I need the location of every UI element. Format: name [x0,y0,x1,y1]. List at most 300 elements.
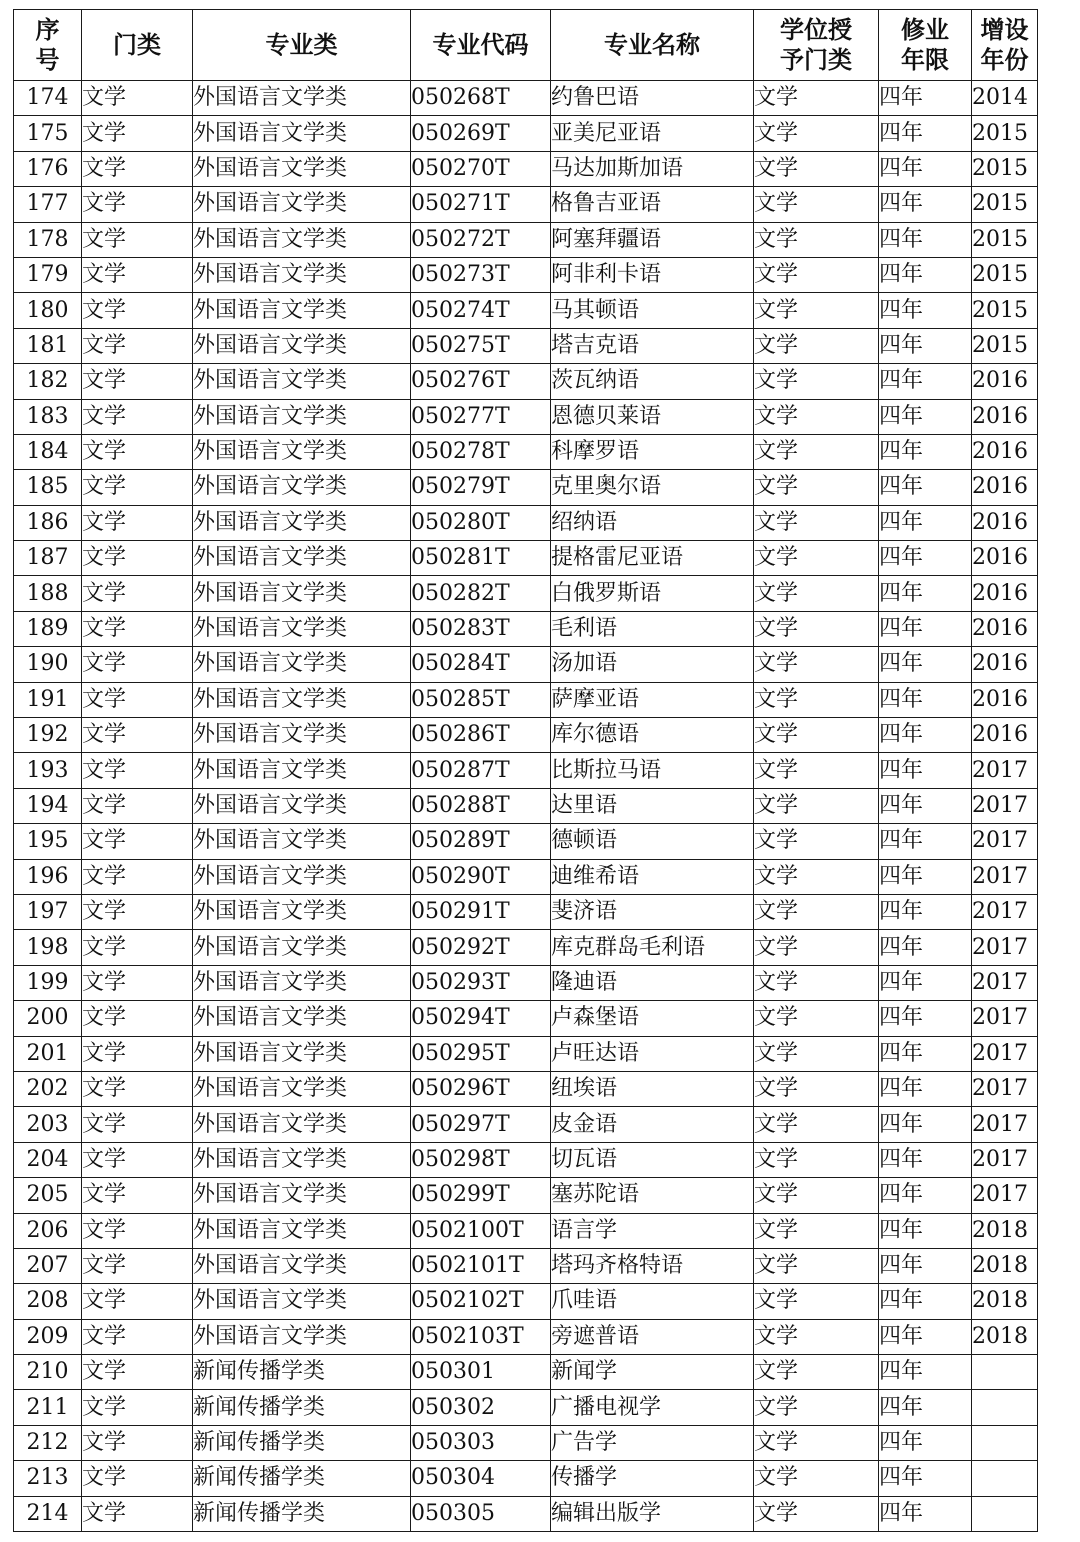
cell-major-class: 外国语言文学类 [193,151,411,186]
cell-major-class: 外国语言文学类 [193,1284,411,1319]
cell-category: 文学 [82,151,193,186]
table-row [14,1355,1038,1390]
cell-degree: 文学 [754,824,879,859]
cell-major-name: 茨瓦纳语 [551,364,754,399]
cell-major-class: 外国语言文学类 [193,116,411,151]
cell-major-code: 050274T [411,293,551,328]
cell-major-class: 外国语言文学类 [193,1248,411,1283]
cell-degree: 文学 [754,859,879,894]
cell-added-year: 2018 [972,1284,1038,1319]
cell-major-name: 格鲁吉亚语 [551,187,754,222]
table-row [14,930,1038,965]
cell-category: 文学 [82,1107,193,1142]
cell-added-year: 2017 [972,965,1038,1000]
cell-degree: 文学 [754,894,879,929]
cell-added-year [972,1390,1038,1425]
cell-major-code: 050288T [411,788,551,823]
cell-category: 文学 [82,541,193,576]
cell-major-class: 外国语言文学类 [193,930,411,965]
cell-degree: 文学 [754,1178,879,1213]
cell-major-name: 恩德贝莱语 [551,399,754,434]
cell-major-name: 白俄罗斯语 [551,576,754,611]
cell-major-code: 050303 [411,1425,551,1460]
cell-degree: 文学 [754,1107,879,1142]
header-major-name: 专业名称 [551,10,754,81]
cell-major-code: 050305 [411,1496,551,1531]
cell-seq: 203 [14,1107,82,1142]
header-row [14,10,1038,81]
cell-major-name: 马其顿语 [551,293,754,328]
cell-major-class: 外国语言文学类 [193,434,411,469]
cell-added-year: 2018 [972,1213,1038,1248]
cell-seq: 184 [14,434,82,469]
cell-seq: 189 [14,611,82,646]
cell-major-name: 约鲁巴语 [551,81,754,116]
cell-degree: 文学 [754,1319,879,1354]
cell-duration: 四年 [879,151,972,186]
cell-major-code: 050280T [411,505,551,540]
cell-major-name: 隆迪语 [551,965,754,1000]
cell-degree: 文学 [754,1036,879,1071]
cell-major-code: 050297T [411,1107,551,1142]
cell-seq: 190 [14,647,82,682]
table-row [14,965,1038,1000]
header-major-code: 专业代码 [411,10,551,81]
cell-duration: 四年 [879,257,972,292]
cell-added-year: 2016 [972,611,1038,646]
cell-major-code: 050287T [411,753,551,788]
cell-category: 文学 [82,718,193,753]
cell-major-code: 050271T [411,187,551,222]
cell-seq: 194 [14,788,82,823]
cell-major-name: 纽埃语 [551,1071,754,1106]
cell-major-class: 外国语言文学类 [193,1319,411,1354]
cell-duration: 四年 [879,576,972,611]
cell-major-name: 斐济语 [551,894,754,929]
cell-duration: 四年 [879,1248,972,1283]
cell-duration: 四年 [879,505,972,540]
cell-added-year: 2017 [972,859,1038,894]
table-body [14,81,1038,1532]
cell-duration: 四年 [879,1461,972,1496]
cell-major-name: 汤加语 [551,647,754,682]
table-row [14,1071,1038,1106]
table-row [14,1178,1038,1213]
cell-degree: 文学 [754,1355,879,1390]
cell-major-class: 外国语言文学类 [193,965,411,1000]
cell-major-class: 外国语言文学类 [193,187,411,222]
cell-major-name: 库克群岛毛利语 [551,930,754,965]
cell-duration: 四年 [879,859,972,894]
cell-major-class: 外国语言文学类 [193,1142,411,1177]
cell-category: 文学 [82,788,193,823]
cell-seq: 206 [14,1213,82,1248]
cell-major-code: 050291T [411,894,551,929]
cell-major-class: 外国语言文学类 [193,859,411,894]
table-row [14,328,1038,363]
cell-seq: 174 [14,81,82,116]
cell-category: 文学 [82,894,193,929]
cell-major-name: 达里语 [551,788,754,823]
table-row [14,1213,1038,1248]
table-row [14,894,1038,929]
table-row [14,824,1038,859]
cell-major-code: 050289T [411,824,551,859]
cell-major-code: 050273T [411,257,551,292]
cell-degree: 文学 [754,505,879,540]
cell-added-year [972,1425,1038,1460]
table-row [14,1248,1038,1283]
cell-duration: 四年 [879,1390,972,1425]
cell-category: 文学 [82,965,193,1000]
cell-seq: 193 [14,753,82,788]
cell-degree: 文学 [754,1001,879,1036]
cell-major-code: 050275T [411,328,551,363]
cell-degree: 文学 [754,187,879,222]
cell-degree: 文学 [754,470,879,505]
cell-seq: 212 [14,1425,82,1460]
cell-added-year: 2017 [972,824,1038,859]
cell-added-year [972,1355,1038,1390]
cell-major-code: 0502100T [411,1213,551,1248]
cell-degree: 文学 [754,293,879,328]
cell-duration: 四年 [879,1425,972,1460]
cell-added-year: 2015 [972,187,1038,222]
cell-degree: 文学 [754,1496,879,1531]
table-row [14,576,1038,611]
cell-major-class: 新闻传播学类 [193,1496,411,1531]
cell-degree: 文学 [754,257,879,292]
table-row [14,470,1038,505]
cell-duration: 四年 [879,682,972,717]
cell-added-year: 2016 [972,505,1038,540]
cell-major-name: 毛利语 [551,611,754,646]
cell-major-code: 050285T [411,682,551,717]
cell-major-class: 外国语言文学类 [193,788,411,823]
cell-added-year: 2016 [972,647,1038,682]
cell-seq: 195 [14,824,82,859]
cell-seq: 187 [14,541,82,576]
cell-major-name: 阿塞拜疆语 [551,222,754,257]
cell-major-code: 050268T [411,81,551,116]
cell-major-name: 广告学 [551,1425,754,1460]
cell-added-year: 2015 [972,257,1038,292]
cell-major-class: 外国语言文学类 [193,1107,411,1142]
cell-degree: 文学 [754,1425,879,1460]
cell-major-name: 塔玛齐格特语 [551,1248,754,1283]
table-row [14,1036,1038,1071]
cell-added-year: 2017 [972,788,1038,823]
cell-added-year: 2016 [972,718,1038,753]
cell-duration: 四年 [879,611,972,646]
cell-major-class: 外国语言文学类 [193,611,411,646]
cell-duration: 四年 [879,1284,972,1319]
cell-seq: 177 [14,187,82,222]
cell-seq: 188 [14,576,82,611]
cell-degree: 文学 [754,930,879,965]
cell-category: 文学 [82,1142,193,1177]
cell-duration: 四年 [879,1107,972,1142]
cell-duration: 四年 [879,222,972,257]
cell-major-code: 050276T [411,364,551,399]
header-added-year-line-2: 年份 [980,46,1029,74]
cell-major-code: 050281T [411,541,551,576]
cell-degree: 文学 [754,576,879,611]
cell-seq: 199 [14,965,82,1000]
cell-major-code: 0502101T [411,1248,551,1283]
cell-added-year: 2016 [972,541,1038,576]
cell-major-name: 科摩罗语 [551,434,754,469]
header-degree-line-1: 学位授 [780,16,852,44]
cell-added-year: 2015 [972,151,1038,186]
cell-seq: 198 [14,930,82,965]
cell-major-class: 外国语言文学类 [193,753,411,788]
header-degree-line-2: 予门类 [780,46,852,74]
header-duration-line-1: 修业 [901,16,949,44]
table-row [14,1496,1038,1531]
cell-major-class: 外国语言文学类 [193,328,411,363]
cell-major-class: 外国语言文学类 [193,81,411,116]
table-row [14,364,1038,399]
header-category: 门类 [82,10,193,81]
cell-degree: 文学 [754,541,879,576]
cell-major-class: 外国语言文学类 [193,470,411,505]
cell-major-code: 050302 [411,1390,551,1425]
cell-major-code: 050284T [411,647,551,682]
cell-degree: 文学 [754,788,879,823]
cell-duration: 四年 [879,1142,972,1177]
table-row [14,505,1038,540]
cell-major-name: 迪维希语 [551,859,754,894]
cell-added-year: 2016 [972,576,1038,611]
cell-major-class: 外国语言文学类 [193,541,411,576]
table-row [14,1390,1038,1425]
cell-category: 文学 [82,505,193,540]
cell-major-code: 050304 [411,1461,551,1496]
table-row [14,222,1038,257]
cell-major-class: 外国语言文学类 [193,1071,411,1106]
cell-major-class: 外国语言文学类 [193,364,411,399]
cell-added-year: 2017 [972,1107,1038,1142]
cell-degree: 文学 [754,682,879,717]
cell-major-name: 萨摩亚语 [551,682,754,717]
cell-category: 文学 [82,1248,193,1283]
table-row [14,434,1038,469]
header-added-year-line-1: 增设 [980,16,1029,44]
cell-category: 文学 [82,1425,193,1460]
cell-seq: 204 [14,1142,82,1177]
cell-duration: 四年 [879,470,972,505]
cell-duration: 四年 [879,81,972,116]
cell-seq: 176 [14,151,82,186]
cell-degree: 文学 [754,1248,879,1283]
cell-category: 文学 [82,434,193,469]
cell-added-year [972,1461,1038,1496]
cell-major-name: 亚美尼亚语 [551,116,754,151]
cell-seq: 186 [14,505,82,540]
cell-added-year: 2017 [972,753,1038,788]
cell-major-class: 外国语言文学类 [193,399,411,434]
cell-category: 文学 [82,364,193,399]
table-row [14,1142,1038,1177]
cell-degree: 文学 [754,364,879,399]
cell-major-class: 新闻传播学类 [193,1390,411,1425]
cell-added-year: 2016 [972,399,1038,434]
table-row [14,1284,1038,1319]
table-row [14,1107,1038,1142]
cell-major-code: 050299T [411,1178,551,1213]
table-row [14,116,1038,151]
cell-major-class: 外国语言文学类 [193,1213,411,1248]
table-row [14,718,1038,753]
majors-table [13,9,1038,1532]
cell-degree: 文学 [754,965,879,1000]
table-row [14,859,1038,894]
cell-major-code: 0502102T [411,1284,551,1319]
cell-duration: 四年 [879,1355,972,1390]
cell-added-year: 2018 [972,1319,1038,1354]
cell-duration: 四年 [879,965,972,1000]
cell-duration: 四年 [879,187,972,222]
table-row [14,788,1038,823]
cell-major-code: 050277T [411,399,551,434]
cell-major-class: 新闻传播学类 [193,1355,411,1390]
header-major-class: 专业类 [193,10,411,81]
table-row [14,1461,1038,1496]
cell-added-year: 2015 [972,116,1038,151]
cell-seq: 213 [14,1461,82,1496]
cell-major-class: 外国语言文学类 [193,257,411,292]
cell-degree: 文学 [754,328,879,363]
cell-seq: 181 [14,328,82,363]
cell-major-code: 050279T [411,470,551,505]
cell-degree: 文学 [754,647,879,682]
cell-category: 文学 [82,116,193,151]
header-duration [879,10,972,81]
cell-seq: 180 [14,293,82,328]
cell-category: 文学 [82,1071,193,1106]
cell-major-code: 050301 [411,1355,551,1390]
cell-degree: 文学 [754,1142,879,1177]
cell-seq: 192 [14,718,82,753]
cell-duration: 四年 [879,647,972,682]
cell-degree: 文学 [754,399,879,434]
cell-category: 文学 [82,1213,193,1248]
cell-seq: 214 [14,1496,82,1531]
cell-added-year: 2016 [972,364,1038,399]
cell-major-name: 克里奥尔语 [551,470,754,505]
cell-added-year: 2017 [972,1071,1038,1106]
majors-table-sheet [13,9,1038,1532]
cell-category: 文学 [82,753,193,788]
table-row [14,1319,1038,1354]
cell-category: 文学 [82,293,193,328]
cell-seq: 209 [14,1319,82,1354]
cell-category: 文学 [82,257,193,292]
header-seq-line-1: 序 [35,16,60,44]
cell-major-name: 绍纳语 [551,505,754,540]
cell-major-name: 皮金语 [551,1107,754,1142]
cell-major-name: 卢旺达语 [551,1036,754,1071]
cell-category: 文学 [82,682,193,717]
table-row [14,753,1038,788]
cell-category: 文学 [82,824,193,859]
cell-duration: 四年 [879,788,972,823]
cell-seq: 179 [14,257,82,292]
table-row [14,541,1038,576]
table-row [14,1425,1038,1460]
cell-major-class: 新闻传播学类 [193,1425,411,1460]
cell-major-code: 050269T [411,116,551,151]
cell-duration: 四年 [879,1071,972,1106]
cell-major-class: 新闻传播学类 [193,1461,411,1496]
cell-major-name: 塔吉克语 [551,328,754,363]
cell-degree: 文学 [754,1461,879,1496]
cell-added-year [972,1496,1038,1531]
cell-major-class: 外国语言文学类 [193,1036,411,1071]
cell-added-year: 2016 [972,470,1038,505]
cell-duration: 四年 [879,718,972,753]
cell-major-name: 编辑出版学 [551,1496,754,1531]
cell-seq: 200 [14,1001,82,1036]
cell-major-code: 050272T [411,222,551,257]
cell-category: 文学 [82,930,193,965]
table-row [14,151,1038,186]
cell-major-name: 爪哇语 [551,1284,754,1319]
cell-category: 文学 [82,1390,193,1425]
cell-category: 文学 [82,1284,193,1319]
cell-degree: 文学 [754,718,879,753]
cell-category: 文学 [82,1319,193,1354]
cell-major-name: 比斯拉马语 [551,753,754,788]
cell-added-year: 2017 [972,1142,1038,1177]
cell-added-year: 2016 [972,434,1038,469]
cell-degree: 文学 [754,611,879,646]
table-row [14,611,1038,646]
cell-major-name: 德顿语 [551,824,754,859]
cell-duration: 四年 [879,293,972,328]
cell-duration: 四年 [879,1213,972,1248]
cell-added-year: 2017 [972,1036,1038,1071]
cell-degree: 文学 [754,753,879,788]
cell-seq: 205 [14,1178,82,1213]
cell-seq: 202 [14,1071,82,1106]
cell-major-name: 广播电视学 [551,1390,754,1425]
cell-added-year: 2014 [972,81,1038,116]
cell-major-name: 马达加斯加语 [551,151,754,186]
cell-major-code: 050292T [411,930,551,965]
cell-seq: 175 [14,116,82,151]
cell-degree: 文学 [754,434,879,469]
cell-major-name: 塞苏陀语 [551,1178,754,1213]
cell-added-year: 2017 [972,1001,1038,1036]
cell-category: 文学 [82,222,193,257]
header-duration-line-2: 年限 [901,46,949,74]
cell-major-class: 外国语言文学类 [193,576,411,611]
cell-seq: 197 [14,894,82,929]
cell-added-year: 2016 [972,682,1038,717]
cell-seq: 201 [14,1036,82,1071]
cell-major-class: 外国语言文学类 [193,505,411,540]
cell-major-code: 0502103T [411,1319,551,1354]
header-added-year [972,10,1038,81]
cell-added-year: 2017 [972,930,1038,965]
cell-seq: 182 [14,364,82,399]
cell-degree: 文学 [754,1071,879,1106]
cell-seq: 210 [14,1355,82,1390]
cell-duration: 四年 [879,399,972,434]
cell-seq: 183 [14,399,82,434]
